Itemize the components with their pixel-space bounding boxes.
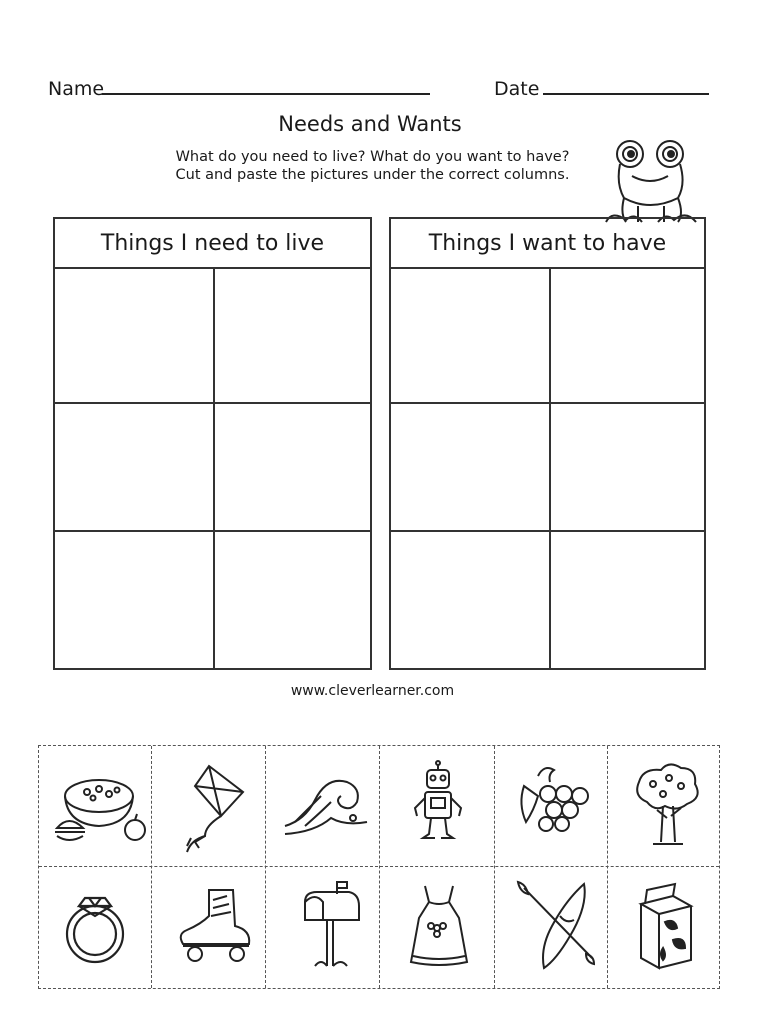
wants-cell-4[interactable] — [549, 402, 704, 532]
kayak-icon[interactable] — [504, 876, 604, 976]
cutout-pictures-area — [38, 745, 720, 989]
wants-heading: Things I want to have — [391, 219, 704, 269]
needs-table — [53, 217, 372, 670]
needs-cell-4[interactable] — [213, 402, 370, 532]
date-label: Date — [494, 78, 540, 100]
needs-cell-5[interactable] — [55, 530, 215, 668]
dress-icon[interactable] — [389, 876, 489, 976]
wants-cell-6[interactable] — [549, 530, 704, 668]
worksheet-title: Needs and Wants — [278, 112, 462, 136]
kite-icon[interactable] — [161, 756, 261, 856]
name-field-line[interactable] — [102, 93, 430, 95]
name-label: Name — [48, 78, 105, 100]
tree-icon[interactable] — [617, 756, 717, 856]
milk-carton-icon[interactable] — [617, 876, 717, 976]
wave-icon[interactable] — [275, 756, 375, 856]
food-plate-icon[interactable] — [47, 756, 147, 856]
date-field-line[interactable] — [543, 93, 709, 95]
wants-cell-5[interactable] — [391, 530, 551, 668]
wants-table — [389, 217, 706, 670]
mailbox-icon[interactable] — [275, 876, 375, 976]
robot-icon[interactable] — [389, 756, 489, 856]
wants-cell-2[interactable] — [549, 269, 704, 404]
needs-heading: Things I need to live — [55, 219, 370, 269]
instruction-line-1: What do you need to live? What do you want to have? — [175, 149, 570, 165]
website-url: www.cleverlearner.com — [290, 683, 455, 699]
needs-cell-2[interactable] — [213, 269, 370, 404]
grapes-icon[interactable] — [504, 756, 604, 856]
wants-cell-3[interactable] — [391, 402, 551, 532]
needs-cell-3[interactable] — [55, 402, 215, 532]
roller-skate-icon[interactable] — [161, 876, 261, 976]
needs-cell-6[interactable] — [213, 530, 370, 668]
instruction-line-2: Cut and paste the pictures under the correct columns. — [175, 167, 570, 183]
needs-cell-1[interactable] — [55, 269, 215, 404]
wants-cell-1[interactable] — [391, 269, 551, 404]
ring-icon[interactable] — [47, 876, 147, 976]
